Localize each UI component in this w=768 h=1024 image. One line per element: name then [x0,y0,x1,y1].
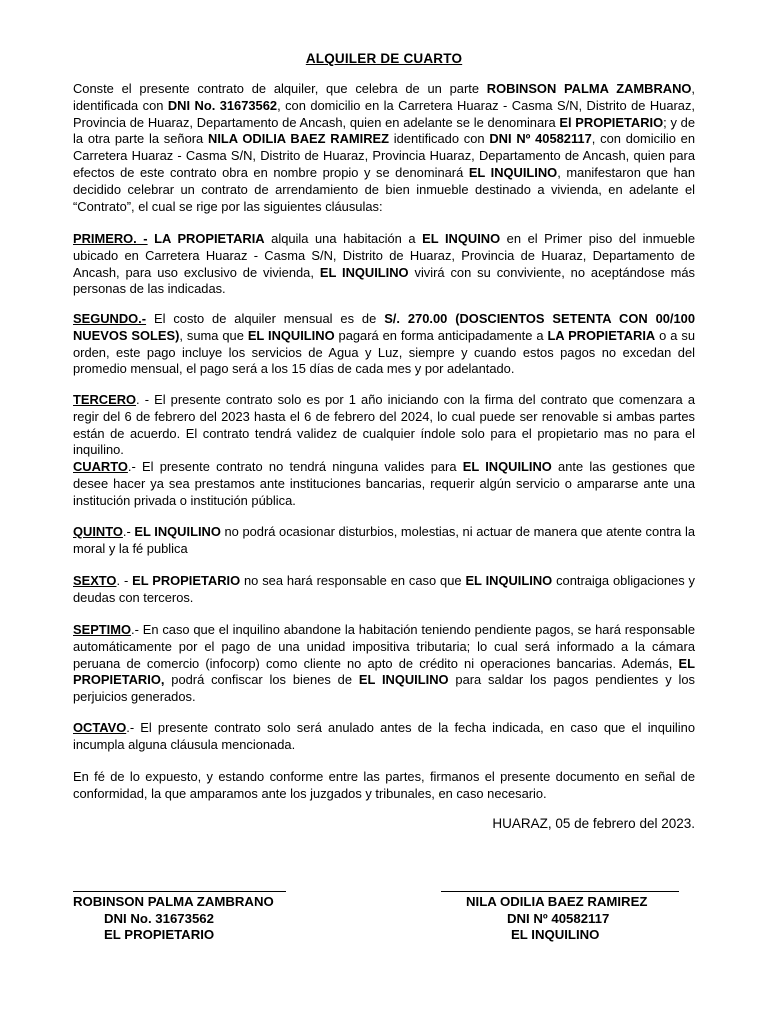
signature-block-right [466,894,647,944]
clause-text: vivirá con su conviviente, no aceptándose más personas de las indicadas. [73,264,696,297]
clause-septimo [73,622,695,706]
signature-block-left [73,894,274,944]
clause-heading: CUARTO [73,459,128,474]
clause-text: o a su orden, este pago incluye los servicios de Agua y Luz, siempre y cuando estos pagos no excedan del promedio mensual, el pago será a los 15 días de cada mes y por adelantado. [73,327,696,377]
signer-name: NILA ODILIA BAEZ RAMIREZ [466,894,648,909]
clause-text: . - El presente contrato solo es por 1 año iniciando con la firma del contrato que comenzara a regir del 6 de febrero del 2023 hasta el 6 de febrero del 2024, lo cual puede ser renovable si ambas partes están de acuerdo. El contrato tendrá validez de cualquier índole solo para el propietario mas no para el inquilino. [73,392,695,458]
clause-bold: LA PROPIETARIA [147,231,265,246]
place-date: HUARAZ, 05 de febrero del 2023. [492,816,695,831]
landlord-dni: DNI No. 31673562 [167,97,278,113]
tenant-name: NILA ODILIA BAEZ RAMIREZ [208,131,389,147]
document-title: ALQUILER DE CUARTO [305,51,463,66]
clause-heading: OCTAVO [73,720,127,735]
clause-bold: EL INQUILINO [247,327,335,343]
tenant-role: EL INQUILINO [468,164,558,180]
clause-bold: EL INQUILINO [462,459,552,474]
clause-bold: EL PROPIETARIO, [73,655,695,688]
closing-paragraph: En fé de lo expuesto, y estando conforme entre las partes, firmanos el presente documento en señal de conformidad, la que amparamos ante los juzgados y tribunales, en caso necesario. [73,769,695,801]
clause-heading: TERCERO [73,392,137,407]
clause-bold: EL INQUILINO [319,264,409,280]
clause-cuarto [73,459,695,509]
clause-heading: SEXTO [73,573,117,588]
intro-paragraph [73,81,695,215]
clause-bold: EL INQUILINO [358,672,449,688]
clause-bold: LA PROPIETARIA [547,327,656,343]
clause-octavo [73,720,695,754]
clause-bold: EL PROPIETARIO [132,573,241,588]
intro-text: Conste el presente contrato de alquiler, que celebra de un parte [73,81,487,96]
clause-text: .- El presente contrato solo será anulado antes de la fecha indicada, en caso que el inquilino incumpla alguna cláusula mencionada. [73,720,695,752]
tenant-dni: DNI Nº 40582117 [489,131,592,147]
clause-text: en el Primer piso del inmueble ubicado en Carretera Huaraz - Casma S/N, Distrito de Huaraz, Provincia de Huaraz, Departamento de Ancash, para uso exclusivo de vivienda, [73,231,695,280]
landlord-role: El PROPIETARIO [559,114,664,130]
clause-bold: EL INQUILINO [134,524,221,539]
clause-text: no podrá ocasionar disturbios, molestias, ni actuar de manera que atente contra la moral y la fé publica [73,524,695,556]
clause-text: .- En caso que el inquilino abandone la habitación teniendo pendiente pagos, se hará responsable automáticamente por el pago de una unidad impositiva tributaria; lo cual será informado a la cámara peruana de comercio (infocorp) como cliente no apto de crédito ni operaciones bancarias. Además, [73,622,695,671]
signer-role: EL PROPIETARIO [104,927,215,942]
clause-text: ante las gestiones que desee hacer ya sea prestamos ante instituciones bancarias, requerir algún servicio o ampararse ante una institución privada o institución pública. [73,459,695,508]
clause-segundo [73,311,695,378]
rent-amount: S/. 270.00 (DOSCIENTOS SETENTA CON 00/100 NUEVOS SOLES) [73,311,696,343]
clause-text: . - [116,573,133,588]
clause-text: alquila una habitación a [264,231,423,246]
clause-heading: SEGUNDO.- [73,311,147,326]
intro-text: ; y de la otra parte la señora [73,114,695,147]
intro-text: , identificada con [73,81,695,113]
signer-role: EL INQUILINO [511,927,600,942]
intro-text: , manifestaron que han decidido celebrar un contrato de arrendamiento de bien inmueble destinado a vivienda, en adelante el “Contrato”, el cual se rige por las siguientes cláusulas: [73,164,696,214]
clause-text: contraiga obligaciones y deudas con terceros. [73,573,695,605]
clause-primero [73,231,695,298]
clause-quinto [73,524,695,558]
signature-line-left [73,891,286,892]
clause-text: podrá confiscar los bienes de [164,672,359,688]
clause-text: pagará en forma anticipadamente a [334,327,548,343]
clause-bold: EL INQUINO [422,231,501,246]
clause-heading: QUINTO [73,524,123,539]
signer-dni: DNI No. 31673562 [104,910,214,926]
clause-text: .- [122,524,135,539]
clause-text: no sea hará responsable en caso que [240,573,466,588]
clause-heading: PRIMERO. - [73,231,148,246]
clause-sexto [73,573,695,607]
clause-bold: EL INQUILINO [465,573,553,588]
clause-tercero [73,392,695,459]
signer-name: ROBINSON PALMA ZAMBRANO [73,894,274,909]
clause-heading: SEPTIMO [73,622,132,637]
intro-text: , con domicilio en Carretera Huaraz - Casma S/N, Distrito de Huaraz, Provincia Huaraz, Departamento de Ancash, quien para efectos de este contrato obra en nombre propio y se denominará [73,131,695,180]
clause-text: .- El presente contrato no tendrá ninguna valides para [127,459,463,474]
intro-text: , con domicilio en la Carretera Huaraz - Casma S/N, Distrito de Huaraz, Provincia de Huaraz, Departamento de Ancash, quien en adelante se le denominara [73,97,695,130]
signature-line-right [441,891,679,892]
intro-text: identificado con [388,131,490,147]
signer-dni: DNI Nº 40582117 [507,910,610,926]
clause-text: El costo de alquiler mensual es de [146,311,385,326]
landlord-name: ROBINSON PALMA ZAMBRANO [486,81,692,96]
clause-text: , suma que [179,327,248,343]
clause-text: para saldar los pagos pendientes y los perjuicios generados. [73,672,695,705]
